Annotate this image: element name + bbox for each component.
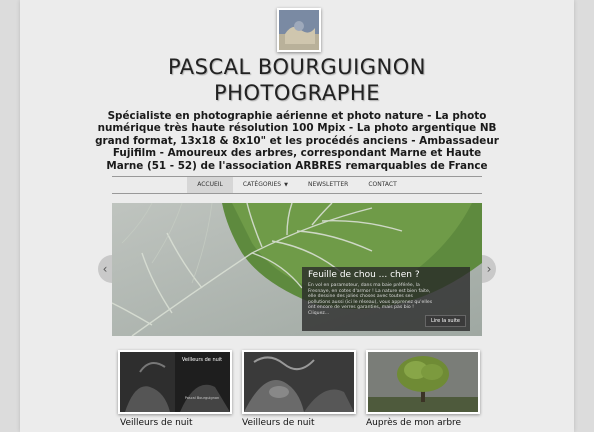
thumbnail-overlay-title: Veilleurs de nuit: [181, 357, 223, 363]
thumbnail-3-label[interactable]: Auprès de mon arbre: [366, 418, 462, 428]
thumbnail-image: [244, 352, 354, 412]
slide-caption: [302, 267, 470, 331]
thumbnail-overlay-sub: Pascal Bourguignon: [184, 396, 220, 400]
chevron-left-icon: ‹: [102, 262, 108, 276]
nav-label: CONTACT: [368, 181, 397, 188]
nav-item-newsletter[interactable]: [298, 177, 358, 193]
thumbnail-image: [368, 352, 478, 412]
logo-image: [279, 10, 319, 50]
slider-next-button[interactable]: [482, 255, 496, 283]
thumbnail-1[interactable]: [118, 350, 232, 414]
title-line-2: PHOTOGRAPHE: [214, 81, 380, 105]
nav-label: ACCUEIL: [197, 181, 223, 188]
nav-label: CATÉGORIES: [242, 181, 282, 188]
nav-item-contact[interactable]: [358, 177, 406, 193]
nav-item-accueil[interactable]: [187, 177, 233, 193]
thumbnail-3[interactable]: [366, 350, 480, 414]
title-line-1: PASCAL BOURGUIGNON: [167, 55, 426, 79]
slider-prev-button[interactable]: [98, 255, 112, 283]
thumbnail-2-label[interactable]: Veilleurs de nuit: [242, 418, 315, 428]
site-title: [20, 54, 574, 106]
page-container: [20, 0, 574, 432]
thumbnail-1-label[interactable]: Veilleurs de nuit: [120, 418, 193, 428]
slide-caption-title[interactable]: Feuille de chou ... chen ?: [308, 270, 420, 280]
site-logo[interactable]: [277, 8, 321, 52]
caret-down-icon: ▼: [284, 182, 288, 188]
main-nav: [112, 176, 482, 194]
chevron-right-icon: ›: [486, 262, 492, 276]
nav-label: NEWSLETTER: [307, 181, 349, 188]
thumbnail-2[interactable]: [242, 350, 356, 414]
site-tagline: Spécialiste en photographie aérienne et photo nature - La photo numérique très haute résolution 100 Mpix - La photo argentique NB grand format, 13x18 & 8x10" et les procédés anciens - Ambassadeur Fujifilm - Amoureux des arbres, correspondant Marne et Haute Marne (51 - 52) de l'association ARBRES remarquables de France: [95, 110, 499, 172]
nav-item-categories[interactable]: [233, 177, 298, 193]
read-more-button[interactable]: Lire la suite: [425, 315, 466, 327]
slide-caption-text: En vol en paramoteur, dans ma baie préférée, la Fresnaye, en cotes d'armor ! La nature est bien faite, elle dessine des jolies choses avec toutes ses pollutions aussi (ici le réseau), vous apprenez qu'elles ont encore de verres garanties, mais pas bio ! Cliquez...: [308, 283, 433, 316]
image-slider[interactable]: [112, 203, 482, 336]
